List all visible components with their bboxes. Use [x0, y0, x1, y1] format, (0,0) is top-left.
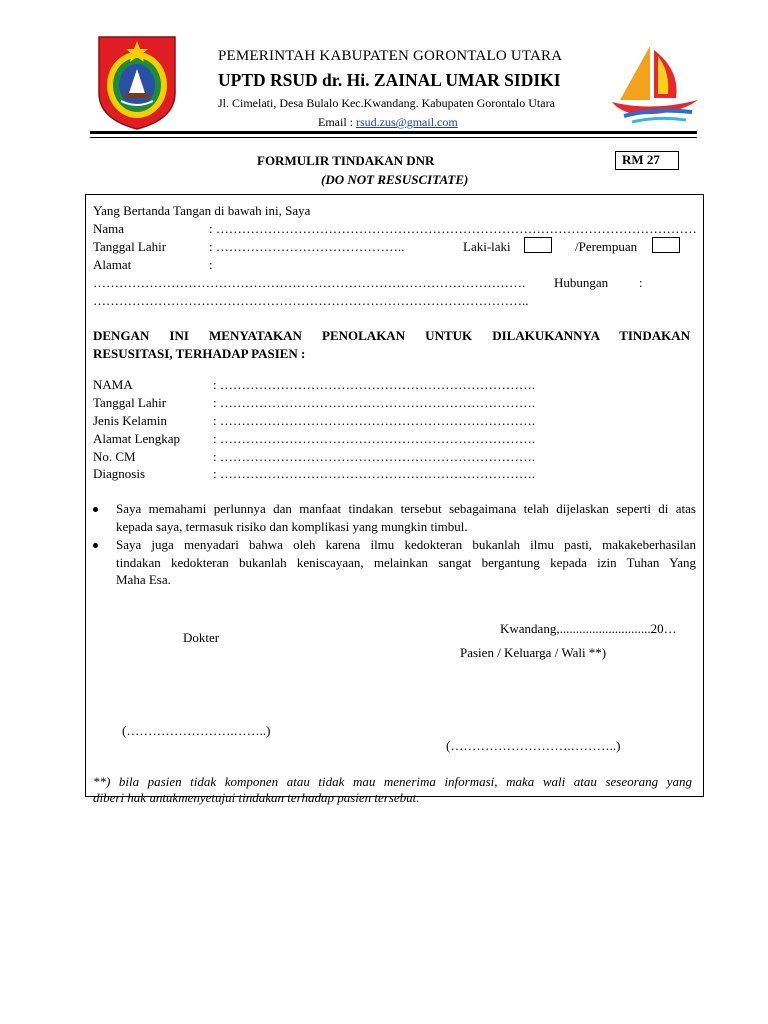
- bullet2-line1: Saya juga menyadari bahwa oleh karena ilmu kedokteran bukanlah ilmu pasti, makakeberhasilan: [116, 537, 696, 552]
- footnote-line2: diberi hak untukmenyetujui tindakan terhadap pasien tersebut.: [93, 790, 420, 805]
- patient-jk-field[interactable]: : ……………………………………………………………….: [213, 413, 536, 428]
- signer-alamat-colon: :: [209, 257, 213, 272]
- gender-female-checkbox[interactable]: [652, 237, 680, 253]
- patient-diagnosis-label: Diagnosis: [93, 466, 145, 481]
- email-link[interactable]: rsud.zus@gmail.com: [356, 115, 458, 129]
- header-address: Jl. Cimelati, Desa Bulalo Kec.Kwandang. Kabupaten Gorontalo Utara: [218, 96, 555, 110]
- bullet2-line2: tindakan kedokteran bukanlah keniscayaan, melainkan sangat bergantung kepada izin Tuhan Yang: [116, 555, 696, 570]
- statement-line2: RESUSITASI, TERHADAP PASIEN :: [93, 346, 306, 361]
- bullet1-line2: kepada saya, termasuk risiko dan komplikasi yang mungkin timbul.: [116, 519, 468, 534]
- patient-nocm-label: No. CM: [93, 449, 136, 464]
- place-date: Kwandang,............................20…: [500, 621, 677, 636]
- footnote-line1: **) bila pasien tidak komponen atau tidak mau menerima informasi, maka wali atau seseorang yang: [93, 774, 692, 789]
- signer-nama-label: Nama: [93, 221, 125, 236]
- gender-female-label: /Perempuan: [575, 239, 638, 254]
- header-line1: PEMERINTAH KABUPATEN GORONTALO UTARA: [218, 48, 563, 64]
- signer-tgl-label: Tanggal Lahir: [93, 239, 167, 254]
- patient-nocm-field[interactable]: : ……………………………………………………………….: [213, 449, 536, 464]
- patient-nama-field[interactable]: : ……………………………………………………………….: [213, 377, 536, 392]
- signer-address-dots2[interactable]: ………………………………………………………………………………………..: [93, 293, 529, 308]
- signer-nama-field[interactable]: : …………………………………………………………………………………………………: [209, 221, 697, 236]
- patient-tgl-label: Tanggal Lahir: [93, 395, 167, 410]
- signer-alamat-label: Alamat: [93, 257, 132, 272]
- form-subtitle: (DO NOT RESUSCITATE): [321, 172, 469, 187]
- form-code: RM 27: [622, 152, 660, 167]
- form-title: FORMULIR TINDAKAN DNR: [257, 153, 435, 168]
- patient-alamat-label: Alamat Lengkap: [93, 431, 180, 446]
- header-rule-thick: [90, 131, 697, 134]
- signer-hubungan-label: Hubungan: [554, 275, 609, 290]
- header-email-row: [318, 115, 458, 130]
- sailboat-logo: [606, 42, 704, 124]
- statement-line1: DENGAN INI MENYATAKAN PENOLAKAN UNTUK DILAKUKANNYA TINDAKAN: [93, 328, 690, 343]
- patient-signature-line[interactable]: (……………………….………..): [446, 738, 621, 753]
- bullet-dot-1: [93, 507, 98, 512]
- regency-emblem-logo: [95, 33, 179, 131]
- signer-address-dots1[interactable]: ……………………………………………………………………………………….: [93, 275, 526, 290]
- bullet1-line1: Saya memahami perlunnya dan manfaat tindakan tersebut sebagaimana telah dijelaskan seperti di atas: [116, 501, 696, 516]
- signer-intro: Yang Bertanda Tangan di bawah ini, Saya: [93, 203, 311, 218]
- email-label: Email :: [318, 115, 356, 129]
- patient-alamat-field[interactable]: : ……………………………………………………………….: [213, 431, 536, 446]
- patient-jk-label: Jenis Kelamin: [93, 413, 168, 428]
- signer-hubungan-colon: :: [639, 275, 643, 290]
- patient-family-label: Pasien / Keluarga / Wali **): [460, 645, 607, 660]
- patient-tgl-field[interactable]: : ……………………………………………………………….: [213, 395, 536, 410]
- gender-male-checkbox[interactable]: [524, 237, 552, 253]
- header-hospital-name: UPTD RSUD dr. Hi. ZAINAL UMAR SIDIKI: [218, 70, 561, 90]
- bullet2-line3: Maha Esa.: [116, 572, 171, 587]
- doctor-signature-line[interactable]: (…………………….……..): [122, 723, 271, 738]
- header-rule-thin: [90, 137, 697, 138]
- gender-male-label: Laki-laki: [463, 239, 511, 254]
- doctor-label: Dokter: [183, 630, 220, 645]
- bullet-dot-2: [93, 543, 98, 548]
- signer-tgl-field[interactable]: : ……………………………………..: [209, 239, 405, 254]
- patient-nama-label: NAMA: [93, 377, 133, 392]
- patient-diagnosis-field[interactable]: : ……………………………………………………………….: [213, 466, 536, 481]
- form-code-box: [615, 151, 679, 170]
